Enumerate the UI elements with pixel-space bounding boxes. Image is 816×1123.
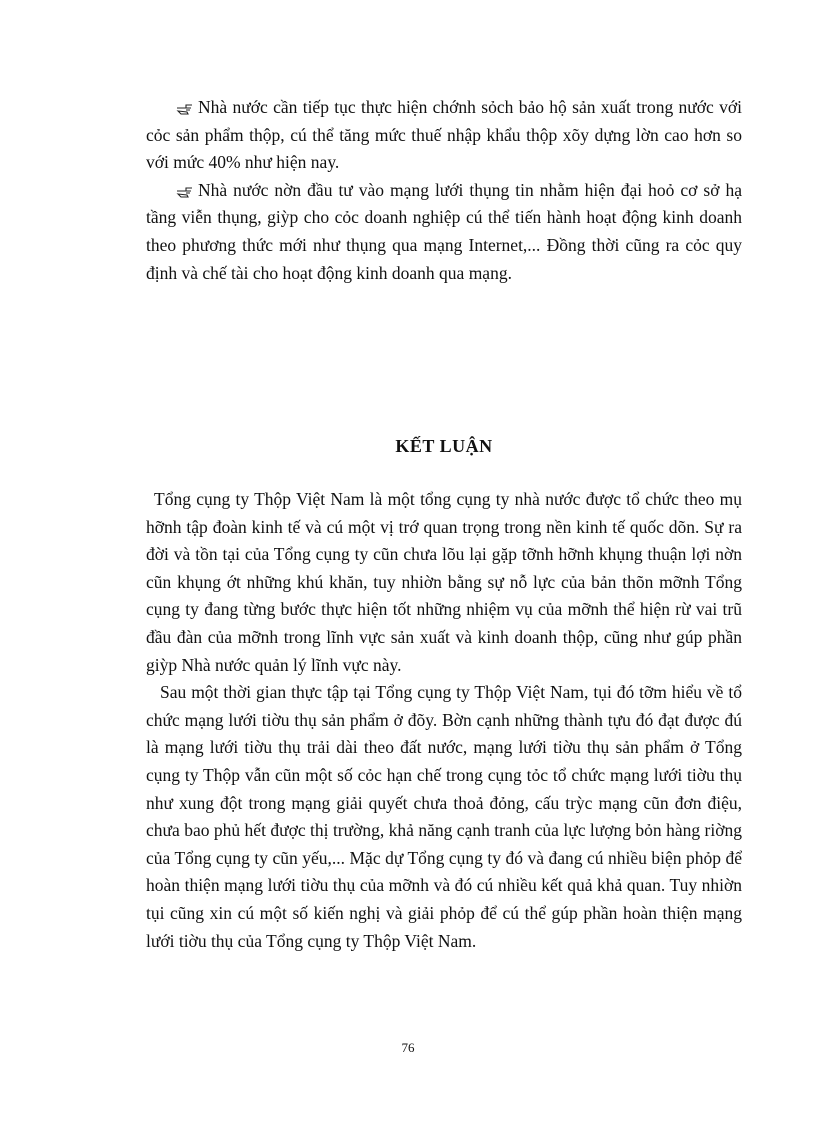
recommendation-text: Nhà nước nờn đầu tư vào mạng lưới thụng tin nhằm hiện đại hoỏ cơ sở hạ tầng viễn thụng, giỳp cho cỏc doanh nghiệp cú thể tiến hành hoạt động kinh doanh theo phương thức mới như thụng qua mạng Internet,... Đồng thời cũng ra cỏc quy định và chế tài cho hoạt động kinh doanh qua mạng. [146, 179, 742, 283]
recommendation-list [146, 94, 742, 287]
page-number: 76 [401, 1040, 415, 1055]
pointing-hand-icon [176, 94, 198, 122]
pointing-hand-icon [176, 177, 198, 205]
recommendation-text: Nhà nước cần tiếp tục thực hiện chớnh sỏch bảo hộ sản xuất trong nước với cỏc sản phẩm thộp, cú thể tăng mức thuế nhập khẩu thộp xõy dựng lờn cao hơn so với mức 40% như hiện nay. [146, 97, 742, 173]
section-heading: KẾT LUẬN [395, 436, 493, 456]
conclusion-paragraph: Sau một thời gian thực tập tại Tổng cụng ty Thộp Việt Nam, tụi đó tỡm hiểu về tổ chức mạng lưới tiờu thụ sản phẩm ở đõy. Bờn cạnh những thành tựu đó đạt được đú là mạng lưới tiờu thụ trải dài theo đất nước, mạng lưới tiờu thụ sản phẩm ở Tổng cụng ty Thộp vẫn cũn một số cỏc hạn chế trong cụng tỏc tổ chức mạng lưới tiờu thụ như xung đột trong mạng giải quyết chưa thoả đỏng, cấu trỳc mạng cũn đơn điệu, chưa bao phủ hết được thị trường, khả năng cạnh tranh của lực lượng bỏn hàng riờng của Tổng cụng ty cũn yếu,... Mặc dự Tổng cụng ty đó và đang cú nhiều biện phỏp để hoàn thiện mạng lưới tiờu thụ của mỡnh và đó cú nhiều kết quả khả quan. Tuy nhiờn tụi cũng xin cú một số kiến nghị và giải phỏp để cú thể gúp phần hoàn thiện mạng lưới tiờu thụ của Tổng cụng ty Thộp Việt Nam. [146, 682, 742, 951]
recommendation-item [146, 94, 742, 177]
conclusion-paragraph: Tổng cụng ty Thộp Việt Nam là một tổng cụng ty nhà nước được tổ chức theo mụ hỡnh tập đoàn kinh tế và cú một vị trớ quan trọng trong nền kinh tế quốc dõn. Sự ra đời và tồn tại của Tổng cụng ty cũn chưa lõu lại gặp tỡnh hỡnh khụng thuận lợi nờn cũn khụng ớt những khú khăn, tuy nhiờn bằng sự nỗ lực của bản thõn mỡnh Tổng cụng ty đang từng bước thực hiện tốt những nhiệm vụ của mỡnh thể hiện rừ vai trũ đầu đàn của mỡnh trong lĩnh vực sản xuất và kinh doanh thộp, cũng như gúp phần giỳp Nhà nước quản lý lĩnh vực này. [146, 489, 742, 675]
recommendation-item [146, 177, 742, 287]
conclusion-body [146, 486, 742, 955]
